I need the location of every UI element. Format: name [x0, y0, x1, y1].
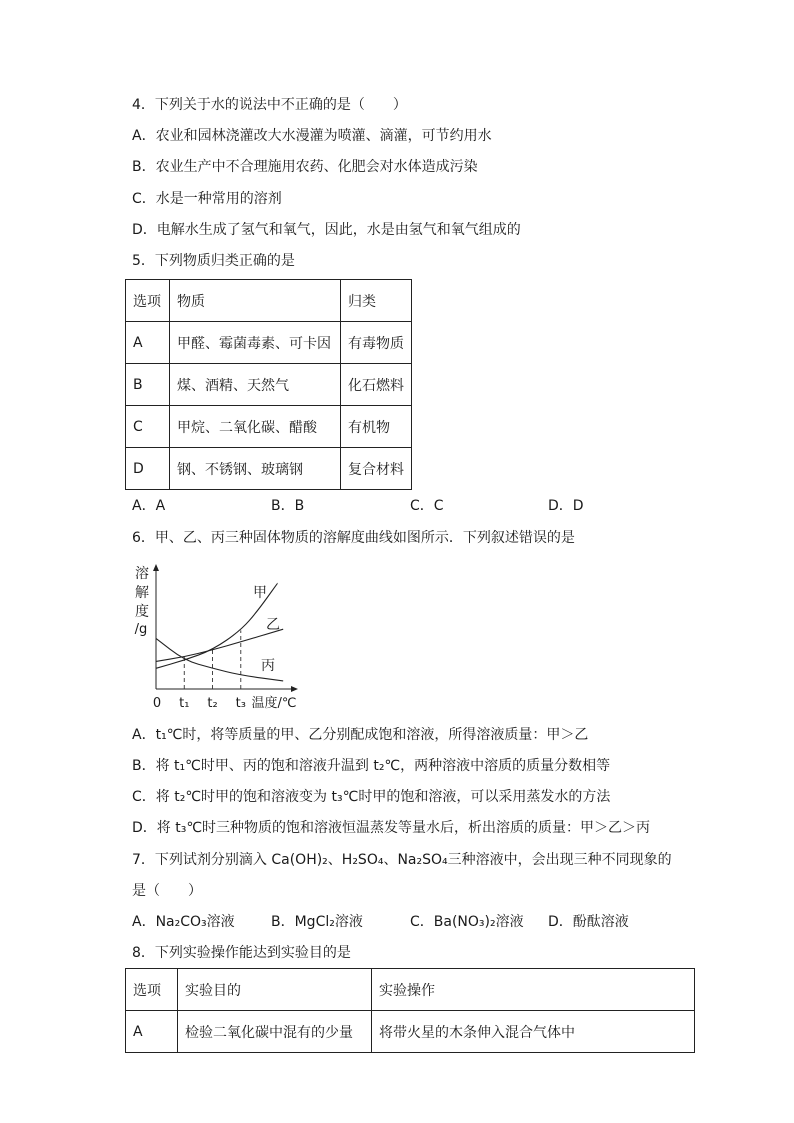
table-cell: 选项 — [126, 280, 170, 322]
q7-option-c: C．Ba(NO₃)₂溶液 — [410, 914, 524, 930]
q7-stem-line2: 是（ ） — [132, 883, 202, 899]
table-cell: A — [126, 322, 170, 364]
q6-option-b: B．将 t₁℃时甲、丙的饱和溶液升温到 t₂℃，两种溶液中溶质的质量分数相等 — [132, 758, 611, 774]
table-cell: 化石燃料 — [341, 364, 412, 406]
table-header-row — [126, 280, 412, 322]
q7-stem-line1: 7．下列试剂分别滴入 Ca(OH)₂、H₂SO₄、Na₂SO₄三种溶液中，会出现三种不同现象的 — [132, 852, 672, 868]
table-cell: 归类 — [341, 280, 412, 322]
table-cell: 有毒物质 — [341, 322, 412, 364]
q7-option-b: B．MgCl₂溶液 — [271, 914, 363, 930]
q5-table — [125, 279, 412, 490]
table-cell: 物质 — [170, 280, 341, 322]
q5-stem: 5．下列物质归类正确的是 — [132, 253, 295, 269]
table-cell: 实验操作 — [372, 969, 695, 1011]
solubility-chart — [128, 560, 308, 712]
q6-option-d: D．将 t₃℃时三种物质的饱和溶液恒温蒸发等量水后，析出溶质的质量：甲＞乙＞丙 — [132, 820, 651, 836]
table-cell: 复合材料 — [341, 448, 412, 490]
series-label-jia: 甲 — [253, 585, 267, 601]
table-cell: C — [126, 406, 170, 448]
table-cell: 甲烷、二氧化碳、醋酸 — [170, 406, 341, 448]
table-row — [126, 448, 412, 490]
y-axis-label-char: 溶 — [135, 566, 149, 582]
origin-label: 0 — [152, 696, 162, 711]
q8-table — [125, 968, 695, 1053]
q4-option-c: C．水是一种常用的溶剂 — [132, 191, 282, 207]
series-label-yi: 乙 — [266, 617, 280, 633]
table-row — [126, 364, 412, 406]
y-axis-label-char: 度 — [135, 604, 149, 620]
table-cell: 煤、酒精、天然气 — [170, 364, 341, 406]
series-label-bing: 丙 — [261, 658, 275, 674]
q4-stem: 4．下列关于水的说法中不正确的是（ ） — [132, 97, 407, 113]
q7-option-d: D．酚酞溶液 — [548, 914, 629, 930]
table-row — [126, 1011, 695, 1053]
table-cell: 钢、不锈钢、玻璃钢 — [170, 448, 341, 490]
q4-option-a: A．农业和园林浇灌改大水漫灌为喷灌、滴灌，可节约用水 — [132, 128, 492, 144]
y-axis-unit: /g — [134, 622, 148, 637]
q6-stem: 6．甲、乙、丙三种固体物质的溶解度曲线如图所示．下列叙述错误的是 — [132, 530, 575, 546]
q6-option-c: C．将 t₂℃时甲的饱和溶液变为 t₃℃时甲的饱和溶液，可以采用蒸发水的方法 — [132, 789, 611, 805]
x-tick-label: t₂ — [207, 696, 218, 711]
table-row — [126, 322, 412, 364]
table-cell: 甲醛、霉菌毒素、可卡因 — [170, 322, 341, 364]
x-tick-label: t₃ — [235, 696, 246, 711]
table-cell: 选项 — [126, 969, 178, 1011]
table-row — [126, 406, 412, 448]
table-cell: 实验目的 — [178, 969, 372, 1011]
table-cell: 检验二氧化碳中混有的少量 — [178, 1011, 372, 1053]
q6-option-a: A．t₁℃时，将等质量的甲、乙分别配成饱和溶液，所得溶液质量：甲＞乙 — [132, 727, 589, 743]
y-axis-arrow — [153, 564, 159, 571]
q5-option-b: B．B — [271, 498, 305, 514]
q8-stem: 8．下列实验操作能达到实验目的是 — [132, 945, 351, 961]
table-cell: D — [126, 448, 170, 490]
q5-option-d: D．D — [548, 498, 584, 514]
x-axis-label: 温度/℃ — [251, 696, 297, 711]
q4-option-b: B．农业生产中不合理施用农药、化肥会对水体造成污染 — [132, 159, 478, 175]
table-cell: 将带火星的木条伸入混合气体中 — [372, 1011, 695, 1053]
q7-option-a: A．Na₂CO₃溶液 — [132, 914, 235, 930]
q5-option-a: A．A — [132, 498, 166, 514]
q4-option-d: D．电解水生成了氢气和氧气，因此，水是由氢气和氧气组成的 — [132, 222, 521, 238]
x-axis-arrow — [291, 686, 298, 692]
x-tick-label: t₁ — [179, 696, 190, 711]
y-axis-label-char: 解 — [135, 585, 149, 601]
q5-option-c: C．C — [410, 498, 444, 514]
table-header-row — [126, 969, 695, 1011]
table-cell: 有机物 — [341, 406, 412, 448]
table-cell: A — [126, 1011, 178, 1053]
table-cell: B — [126, 364, 170, 406]
